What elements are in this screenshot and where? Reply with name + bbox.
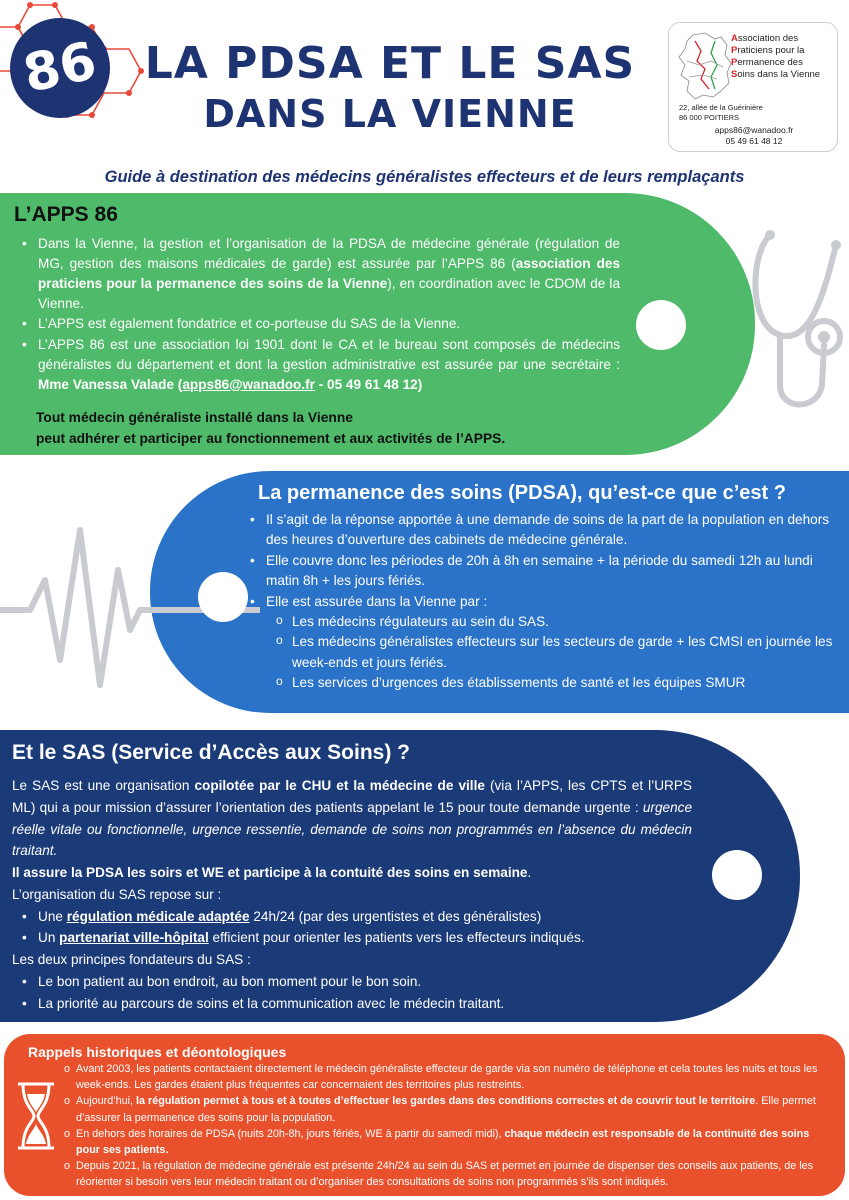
list-item: • Elle couvre donc les périodes de 20h à 8h en semaine + la période du samedi 12h au lundi matin 8h + les jours fériés. [248,551,838,592]
association-phone: 05 49 61 48 12 [725,136,783,147]
pdsa-sublist [266,612,838,694]
list-item: o Aujourd’hui, la régulation permet à tous et à toutes d’effectuer les gardes dans des conditions correctes et de couvrir tout le territoire. Elle permet d’assurer la permanence des soins pour la population. [64,1093,824,1125]
secretary-email-link[interactable]: apps86@wanadoo.fr [182,376,315,392]
list-item: o Avant 2003, les patients contactaient directement le médecin généraliste effecteur de garde via son numéro de téléphone et cela toutes les nuits et tous les week-ends. Les gardes étaient plus fréquentes car concernaient des territoires plus restreints. [64,1061,824,1093]
tag-hole [636,300,686,350]
apps-footer-note: Tout médecin généraliste installé dans la Vienne peut adhérer et participer au fonctionnement et aux activités de l’APPS. [36,410,506,446]
hourglass-icon [14,1080,58,1152]
list-item: • Un partenariat ville-hôpital efficient pour orienter les patients vers les effecteurs indiqués. [22,927,692,949]
list-item: • Le bon patient au bon endroit, au bon moment pour le bon soin. [22,971,692,993]
list-item: • Elle est assurée dans la Vienne par : o Les médecins régulateurs au sein du SAS. o Les médecins généralistes effecteurs sur les secteurs de garde + les CMSI en journée les week-ends et jours fériés. o Les services d’urgences des établissements de santé et les équipes SMUR [248,592,838,694]
apps-section-title: L’APPS 86 [14,203,118,226]
vienne-map-icon [675,31,735,101]
page-title: LA PDSA ET LE SAS DANS LA VIENNE [144,38,636,137]
sas-section-title: Et le SAS (Service d’Accès aux Soins) ? [12,741,410,764]
sas-principles-list [12,971,692,1015]
list-item: o En dehors des horaires de PDSA (nuits 20h-8h, jours fériés, WE à partir du samedi midi), chaque médecin est responsable de la continuité des soins pour ses patients. [64,1126,824,1158]
sas-organisation-heading: L’organisation du SAS repose sur : [12,886,222,902]
tag-hole [712,850,762,900]
list-item: • L’APPS est également fondatrice et co-porteuse du SAS de la Vienne. [20,314,620,334]
rappels-list [64,1061,824,1191]
sas-pdsa-note: Il assure la PDSA les soirs et WE et participe à la contuité des soins en semaine. [12,865,532,880]
list-item: • Il s’agit de la réponse apportée à une demande de soins de la part de la population en dehors des heures d’ouverture des cabinets de médecine générale. [248,510,838,551]
sas-intro: Le SAS est une organisation copilotée par le CHU et la médecine de ville (via l’APPS, les CPTS et l’URPS ML) qui a pour mission d’assurer l’orientation des patients appelant le 15 pour toute demande urgente : urgence réelle vitale ou fonctionnelle, urgence ressentie, demande de soins non programmés en l’absence du médecin traitant. [12,778,692,859]
association-contact [669,125,839,147]
association-name: Association des Praticiens pour la Permanence des Soins dans la Vienne [731,33,821,80]
list-item: • Une régulation médicale adaptée 24h/24 (par des urgentistes et des généralistes) [22,906,692,928]
stethoscope-icon [740,215,849,415]
list-item: o Les médecins généralistes effecteurs sur les secteurs de garde + les CMSI en journée les week-ends et jours fériés. [276,632,838,673]
tag-hole [198,572,248,622]
secretary-name: Mme Vanessa Valade [38,376,175,392]
apps-list [20,234,620,395]
list-item: • Dans la Vienne, la gestion et l’organisation de la PDSA de médecine générale (régulation de MG, gestion des maisons médicales de garde) est assurée par l’APPS 86 (association des praticiens pour la permanence des soins de la Vienne), en coordination avec le CDOM de la Vienne. [20,234,620,314]
page-subtitle: Guide à destination des médecins généralistes effecteurs et de leurs remplaçants [104,168,745,186]
sas-body [12,775,692,1014]
association-card [668,22,838,152]
secretary-phone: - 05 49 61 48 12 [314,376,418,392]
list-item: • L’APPS 86 est une association loi 1901 dont le CA et le bureau sont composés de médecins généralistes du département et dont la gestion administrative est assurée par une secrétaire : Mme Vanessa Valade (apps86@wanadoo.fr - 05 49 61 48 12) [20,335,620,395]
sas-principles-heading: Les deux principes fondateurs du SAS : [12,952,251,967]
department-badge: 86 [1,9,120,128]
rappels-section-title: Rappels historiques et déontologiques [28,1044,287,1060]
pdsa-list [248,510,838,694]
sas-organisation-list [12,906,692,950]
list-item: o Depuis 2021, la régulation de médecine générale est présente 24h/24 au sein du SAS et permet en journée de dispenser des conseils aux patients, de les réorienter si besoin vers leur médecin traitant ou d’organiser des consultations de soins non programmés s’ils sont indiqués. [64,1158,824,1190]
list-item: o Les médecins régulateurs au sein du SAS. [276,612,838,632]
list-item: o Les services d’urgences des établissements de santé et les équipes SMUR [276,673,838,693]
pdsa-section-title: La permanence des soins (PDSA), qu’est-ce que c’est ? [258,482,786,504]
association-email[interactable]: apps86@wanadoo.fr [714,125,794,135]
list-item: • La priorité au parcours de soins et la communication avec le médecin traitant. [22,993,692,1015]
association-address: 22, allée de la Guérinière 86 000 POITIERS [679,103,763,122]
